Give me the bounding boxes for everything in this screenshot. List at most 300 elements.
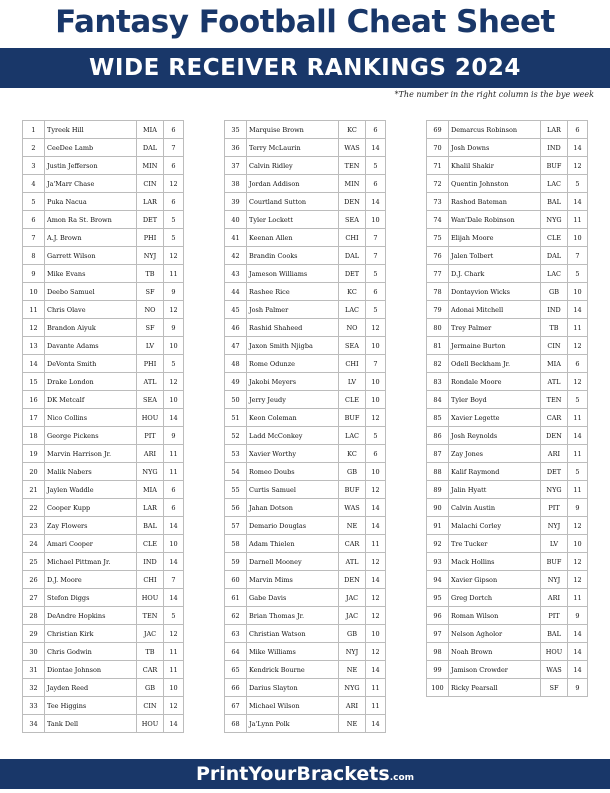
table-row	[427, 211, 588, 229]
team-cell: JAC	[339, 607, 366, 625]
player-name-cell: Stefon Diggs	[45, 589, 137, 607]
table-row	[225, 607, 386, 625]
rank-cell: 50	[225, 391, 247, 409]
player-name-cell: Josh Palmer	[247, 301, 339, 319]
rank-cell: 99	[427, 661, 449, 679]
rank-cell: 56	[225, 499, 247, 517]
team-cell: NYG	[541, 211, 568, 229]
rank-cell: 81	[427, 337, 449, 355]
player-name-cell: Adonai Mitchell	[449, 301, 541, 319]
team-cell: NO	[339, 319, 366, 337]
player-name-cell: Tyler Boyd	[449, 391, 541, 409]
table-row	[23, 481, 184, 499]
subtitle-text: WIDE RECEIVER RANKINGS 2024	[89, 55, 521, 81]
team-cell: PIT	[541, 499, 568, 517]
table-row	[23, 157, 184, 175]
bye-week-cell: 12	[568, 337, 588, 355]
team-cell: DEN	[339, 571, 366, 589]
player-name-cell: Demario Douglas	[247, 517, 339, 535]
bye-week-cell: 14	[366, 715, 386, 733]
bye-week-cell: 14	[164, 715, 184, 733]
player-name-cell: Josh Downs	[449, 139, 541, 157]
table-row	[23, 373, 184, 391]
player-name-cell: Keenan Allen	[247, 229, 339, 247]
table-row	[427, 553, 588, 571]
table-row	[23, 175, 184, 193]
team-cell: CHI	[339, 229, 366, 247]
footer-brand[interactable]	[0, 759, 610, 793]
rank-cell: 46	[225, 319, 247, 337]
table-row	[427, 463, 588, 481]
rank-cell: 100	[427, 679, 449, 697]
player-name-cell: Amari Cooper	[45, 535, 137, 553]
rank-cell: 43	[225, 265, 247, 283]
table-row	[225, 445, 386, 463]
player-name-cell: Drake London	[45, 373, 137, 391]
bye-week-cell: 6	[164, 499, 184, 517]
player-name-cell: Ja'Marr Chase	[45, 175, 137, 193]
player-name-cell: Brian Thomas Jr.	[247, 607, 339, 625]
team-cell: CAR	[137, 661, 164, 679]
rank-cell: 7	[23, 229, 45, 247]
rank-cell: 69	[427, 121, 449, 139]
rank-cell: 42	[225, 247, 247, 265]
team-cell: SEA	[339, 337, 366, 355]
team-cell: GB	[339, 625, 366, 643]
table-row	[23, 463, 184, 481]
bye-week-cell: 14	[366, 661, 386, 679]
bye-week-cell: 12	[366, 607, 386, 625]
table-row	[427, 193, 588, 211]
table-row	[225, 697, 386, 715]
table-row	[427, 121, 588, 139]
player-name-cell: Malachi Corley	[449, 517, 541, 535]
team-cell: TEN	[137, 607, 164, 625]
player-name-cell: Darnell Mooney	[247, 553, 339, 571]
team-cell: BAL	[137, 517, 164, 535]
player-name-cell: Michael Wilson	[247, 697, 339, 715]
team-cell: LAC	[541, 265, 568, 283]
table-row	[225, 643, 386, 661]
table-row	[427, 373, 588, 391]
bye-week-cell: 14	[164, 589, 184, 607]
rank-cell: 54	[225, 463, 247, 481]
rank-cell: 58	[225, 535, 247, 553]
player-name-cell: Malik Nabers	[45, 463, 137, 481]
bye-week-cell: 10	[366, 211, 386, 229]
table-row	[225, 679, 386, 697]
table-row	[225, 661, 386, 679]
bye-week-cell: 12	[164, 373, 184, 391]
bye-week-cell: 10	[366, 373, 386, 391]
team-cell: LAC	[339, 427, 366, 445]
team-cell: LV	[339, 373, 366, 391]
team-cell: ARI	[541, 589, 568, 607]
table-row	[23, 211, 184, 229]
bye-week-cell: 6	[164, 157, 184, 175]
table-row	[23, 229, 184, 247]
rank-cell: 41	[225, 229, 247, 247]
rank-cell: 34	[23, 715, 45, 733]
table-row	[427, 535, 588, 553]
table-row	[427, 139, 588, 157]
table-row	[427, 445, 588, 463]
bye-week-cell: 5	[164, 355, 184, 373]
table-row	[225, 301, 386, 319]
bye-week-cell: 14	[164, 553, 184, 571]
team-cell: SF	[137, 283, 164, 301]
team-cell: MIA	[541, 355, 568, 373]
rank-cell: 4	[23, 175, 45, 193]
team-cell: SF	[541, 679, 568, 697]
bye-week-cell: 5	[164, 607, 184, 625]
bye-week-cell: 7	[366, 355, 386, 373]
rank-cell: 40	[225, 211, 247, 229]
team-cell: DEN	[339, 193, 366, 211]
team-cell: NYJ	[541, 571, 568, 589]
bye-week-cell: 10	[568, 229, 588, 247]
table-row	[23, 553, 184, 571]
table-row	[225, 499, 386, 517]
table-row	[225, 373, 386, 391]
team-cell: NYJ	[339, 643, 366, 661]
player-name-cell: A.J. Brown	[45, 229, 137, 247]
table-row	[427, 643, 588, 661]
team-cell: CHI	[339, 355, 366, 373]
table-row	[427, 337, 588, 355]
bye-week-cell: 14	[366, 517, 386, 535]
team-cell: MIA	[137, 481, 164, 499]
bye-week-cell: 5	[366, 157, 386, 175]
player-name-cell: Mack Hollins	[449, 553, 541, 571]
table-row	[225, 391, 386, 409]
team-cell: PIT	[137, 427, 164, 445]
bye-week-cell: 11	[164, 643, 184, 661]
team-cell: MIN	[339, 175, 366, 193]
team-cell: BAL	[541, 625, 568, 643]
rank-cell: 63	[225, 625, 247, 643]
player-name-cell: Tee Higgins	[45, 697, 137, 715]
player-name-cell: Jermaine Burton	[449, 337, 541, 355]
team-cell: CLE	[137, 535, 164, 553]
table-row	[225, 463, 386, 481]
table-row	[427, 229, 588, 247]
bye-week-cell: 10	[568, 535, 588, 553]
table-row	[23, 571, 184, 589]
rank-cell: 57	[225, 517, 247, 535]
rank-cell: 49	[225, 373, 247, 391]
table-row	[427, 661, 588, 679]
rank-cell: 21	[23, 481, 45, 499]
rank-cell: 16	[23, 391, 45, 409]
player-name-cell: DeVonta Smith	[45, 355, 137, 373]
table-row	[427, 625, 588, 643]
rank-cell: 65	[225, 661, 247, 679]
player-name-cell: Nelson Agholor	[449, 625, 541, 643]
team-cell: NE	[339, 715, 366, 733]
table-row	[23, 715, 184, 733]
rank-cell: 77	[427, 265, 449, 283]
rank-cell: 70	[427, 139, 449, 157]
bye-week-cell: 6	[164, 121, 184, 139]
bye-week-cell: 9	[568, 499, 588, 517]
rank-cell: 93	[427, 553, 449, 571]
team-cell: PIT	[541, 607, 568, 625]
rank-cell: 24	[23, 535, 45, 553]
bye-week-cell: 12	[568, 571, 588, 589]
table-row	[427, 481, 588, 499]
team-cell: PHI	[137, 229, 164, 247]
table-row	[427, 265, 588, 283]
rank-cell: 98	[427, 643, 449, 661]
table-row	[23, 625, 184, 643]
team-cell: NYG	[541, 481, 568, 499]
player-name-cell: Christian Watson	[247, 625, 339, 643]
table-row	[427, 355, 588, 373]
table-row	[225, 589, 386, 607]
table-row	[427, 283, 588, 301]
bye-week-cell: 11	[568, 211, 588, 229]
bye-week-cell: 5	[568, 391, 588, 409]
table-row	[225, 409, 386, 427]
table-row	[23, 607, 184, 625]
rank-cell: 52	[225, 427, 247, 445]
rank-cell: 9	[23, 265, 45, 283]
table-row	[427, 679, 588, 697]
rank-cell: 90	[427, 499, 449, 517]
bye-week-cell: 14	[568, 643, 588, 661]
player-name-cell: Brandin Cooks	[247, 247, 339, 265]
team-cell: WAS	[339, 499, 366, 517]
bye-week-cell: 12	[366, 589, 386, 607]
table-row	[23, 319, 184, 337]
rank-cell: 64	[225, 643, 247, 661]
team-cell: NE	[339, 661, 366, 679]
player-name-cell: Rome Odunze	[247, 355, 339, 373]
bye-week-cell: 6	[164, 481, 184, 499]
rank-cell: 85	[427, 409, 449, 427]
team-cell: CIN	[137, 175, 164, 193]
table-row	[23, 337, 184, 355]
rank-cell: 71	[427, 157, 449, 175]
player-name-cell: Zay Jones	[449, 445, 541, 463]
player-name-cell: Davante Adams	[45, 337, 137, 355]
team-cell: WAS	[339, 139, 366, 157]
rank-cell: 66	[225, 679, 247, 697]
team-cell: DAL	[541, 247, 568, 265]
rank-cell: 75	[427, 229, 449, 247]
rank-cell: 38	[225, 175, 247, 193]
footer-banner	[0, 759, 610, 789]
team-cell: TB	[137, 643, 164, 661]
player-name-cell: Josh Reynolds	[449, 427, 541, 445]
bye-week-cell: 10	[366, 625, 386, 643]
team-cell: KC	[339, 283, 366, 301]
bye-week-cell: 9	[568, 607, 588, 625]
rank-cell: 8	[23, 247, 45, 265]
team-cell: TEN	[541, 391, 568, 409]
bye-week-cell: 9	[164, 283, 184, 301]
player-name-cell: Courtland Sutton	[247, 193, 339, 211]
table-row	[23, 265, 184, 283]
table-row	[225, 229, 386, 247]
bye-week-cell: 6	[366, 445, 386, 463]
player-name-cell: Michael Pittman Jr.	[45, 553, 137, 571]
bye-week-cell: 12	[366, 553, 386, 571]
bye-week-cell: 12	[366, 409, 386, 427]
player-name-cell: Deebo Samuel	[45, 283, 137, 301]
rank-cell: 39	[225, 193, 247, 211]
player-name-cell: Dontayvion Wicks	[449, 283, 541, 301]
rank-cell: 3	[23, 157, 45, 175]
rank-cell: 55	[225, 481, 247, 499]
rank-cell: 25	[23, 553, 45, 571]
team-cell: ATL	[541, 373, 568, 391]
bye-week-cell: 14	[568, 661, 588, 679]
table-row	[23, 121, 184, 139]
bye-week-cell: 9	[568, 679, 588, 697]
player-name-cell: Rashid Shaheed	[247, 319, 339, 337]
rank-cell: 28	[23, 607, 45, 625]
bye-week-cell: 5	[366, 427, 386, 445]
player-name-cell: Rashee Rice	[247, 283, 339, 301]
bye-week-cell: 10	[164, 391, 184, 409]
rank-cell: 86	[427, 427, 449, 445]
bye-week-cell: 11	[568, 481, 588, 499]
bye-week-cell: 11	[568, 589, 588, 607]
team-cell: CHI	[137, 571, 164, 589]
table-row	[225, 337, 386, 355]
rank-cell: 51	[225, 409, 247, 427]
player-name-cell: Jahan Dotson	[247, 499, 339, 517]
player-name-cell: Jayden Reed	[45, 679, 137, 697]
rank-cell: 89	[427, 481, 449, 499]
rank-cell: 2	[23, 139, 45, 157]
player-name-cell: Jamison Crowder	[449, 661, 541, 679]
rank-cell: 45	[225, 301, 247, 319]
team-cell: WAS	[541, 661, 568, 679]
team-cell: LV	[541, 535, 568, 553]
rank-cell: 53	[225, 445, 247, 463]
team-cell: HOU	[137, 589, 164, 607]
rank-cell: 76	[427, 247, 449, 265]
table-row	[23, 391, 184, 409]
player-name-cell: Xavier Worthy	[247, 445, 339, 463]
player-name-cell: Diontae Johnson	[45, 661, 137, 679]
table-row	[23, 499, 184, 517]
rank-cell: 29	[23, 625, 45, 643]
team-cell: CAR	[541, 409, 568, 427]
bye-week-cell: 6	[568, 355, 588, 373]
team-cell: CIN	[541, 337, 568, 355]
rankings-column-1	[22, 120, 184, 733]
rank-cell: 61	[225, 589, 247, 607]
player-name-cell: Rondale Moore	[449, 373, 541, 391]
player-name-cell: Cooper Kupp	[45, 499, 137, 517]
rank-cell: 32	[23, 679, 45, 697]
player-name-cell: Mike Evans	[45, 265, 137, 283]
player-name-cell: Calvin Ridley	[247, 157, 339, 175]
table-row	[23, 535, 184, 553]
team-cell: CLE	[339, 391, 366, 409]
bye-week-cell: 7	[164, 139, 184, 157]
bye-week-cell: 14	[366, 499, 386, 517]
bye-week-note: *The number in the right column is the bye week	[394, 90, 594, 99]
table-row	[23, 409, 184, 427]
player-name-cell: Odell Beckham Jr.	[449, 355, 541, 373]
bye-week-cell: 12	[366, 319, 386, 337]
bye-week-cell: 14	[366, 139, 386, 157]
rank-cell: 20	[23, 463, 45, 481]
bye-week-cell: 12	[164, 625, 184, 643]
player-name-cell: Christian Kirk	[45, 625, 137, 643]
bye-week-cell: 5	[568, 463, 588, 481]
table-row	[427, 607, 588, 625]
player-name-cell: Jakobi Meyers	[247, 373, 339, 391]
team-cell: NO	[137, 301, 164, 319]
player-name-cell: Xavier Gipson	[449, 571, 541, 589]
rank-cell: 62	[225, 607, 247, 625]
rank-cell: 73	[427, 193, 449, 211]
rank-cell: 17	[23, 409, 45, 427]
bye-week-cell: 11	[366, 697, 386, 715]
table-row	[427, 319, 588, 337]
rank-cell: 80	[427, 319, 449, 337]
table-row	[23, 445, 184, 463]
team-cell: BUF	[339, 481, 366, 499]
bye-week-cell: 11	[568, 409, 588, 427]
rank-cell: 18	[23, 427, 45, 445]
team-cell: LAC	[541, 175, 568, 193]
team-cell: GB	[541, 283, 568, 301]
page-title: Fantasy Football Cheat Sheet	[55, 4, 555, 40]
player-name-cell: D.J. Moore	[45, 571, 137, 589]
rank-cell: 94	[427, 571, 449, 589]
rank-cell: 13	[23, 337, 45, 355]
bye-week-cell: 11	[164, 445, 184, 463]
table-row	[427, 247, 588, 265]
bye-week-cell: 5	[568, 175, 588, 193]
player-name-cell: Gabe Davis	[247, 589, 339, 607]
rank-cell: 74	[427, 211, 449, 229]
team-cell: GB	[137, 679, 164, 697]
team-cell: NYJ	[541, 517, 568, 535]
team-cell: ARI	[541, 445, 568, 463]
bye-week-cell: 11	[366, 679, 386, 697]
player-name-cell: Puka Nacua	[45, 193, 137, 211]
table-row	[225, 139, 386, 157]
player-name-cell: D.J. Chark	[449, 265, 541, 283]
bye-week-cell: 14	[164, 409, 184, 427]
team-cell: PHI	[137, 355, 164, 373]
table-row	[23, 697, 184, 715]
table-row	[23, 661, 184, 679]
table-row	[225, 715, 386, 733]
rank-cell: 26	[23, 571, 45, 589]
player-name-cell: Xavier Legette	[449, 409, 541, 427]
player-name-cell: Elijah Moore	[449, 229, 541, 247]
table-row	[225, 481, 386, 499]
bye-week-cell: 11	[568, 319, 588, 337]
team-cell: MIA	[137, 121, 164, 139]
team-cell: HOU	[137, 715, 164, 733]
bye-week-cell: 6	[164, 193, 184, 211]
bye-week-cell: 6	[568, 121, 588, 139]
bye-week-cell: 11	[568, 445, 588, 463]
bye-week-cell: 12	[568, 517, 588, 535]
bye-week-cell: 10	[164, 535, 184, 553]
rank-cell: 37	[225, 157, 247, 175]
